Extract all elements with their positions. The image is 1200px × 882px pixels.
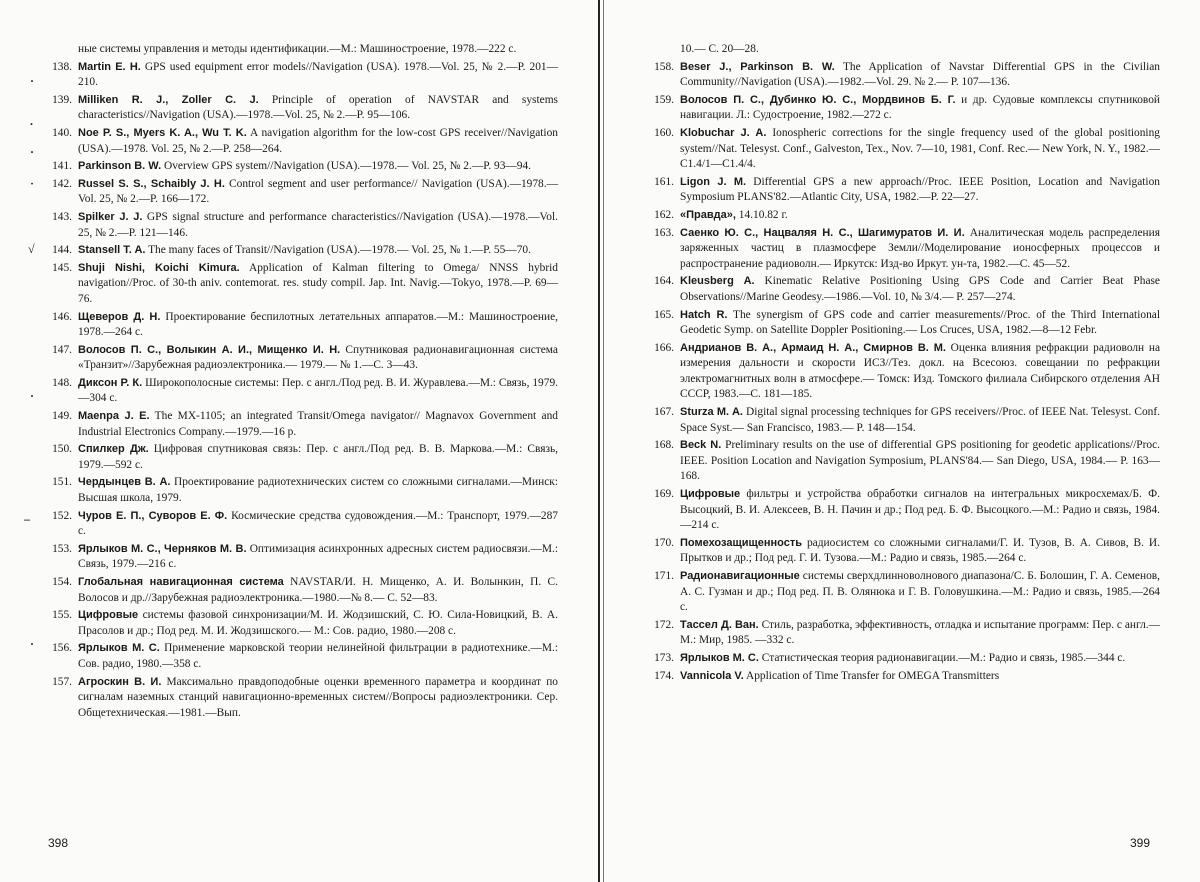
reference-entry bbox=[646, 341, 1160, 403]
reference-text: Аналитическая модель распределения заряженных частиц в плазмосфере Земли//Моделирование ионосферных процессов и распространение радиоволн.— Иркутск: Изд-во Иркут. ун-та, 1982.—С. 45—52. bbox=[680, 227, 1160, 270]
reference-number: 152. bbox=[44, 509, 72, 525]
reference-text: и др. Судовые комплексы спутниковой навигации. Л.: Судостроение, 1982.—272 с. bbox=[680, 94, 1160, 122]
reference-entry bbox=[44, 409, 558, 440]
reference-number: 170. bbox=[646, 536, 674, 552]
reference-number: 164. bbox=[646, 274, 674, 290]
reference-text: Kinematic Relative Positioning Using GPS Code and Carrier Beat Phase Observations//Marine Geodesy.—1986.—Vol. 10, № 3/4.— P. 257—274. bbox=[680, 275, 1160, 303]
reference-number: 141. bbox=[44, 159, 72, 175]
reference-number: 151. bbox=[44, 475, 72, 491]
reference-entry bbox=[44, 575, 558, 606]
reference-authors: Beck N. bbox=[680, 439, 721, 451]
reference-authors: Агроскин В. И. bbox=[78, 676, 161, 688]
page-gutter bbox=[598, 0, 600, 882]
reference-entry bbox=[44, 475, 558, 506]
reference-text: Overview GPS system//Navigation (USA).—1978.— Vol. 25, № 2.—P. 93—94. bbox=[161, 160, 531, 172]
reference-number: 156. bbox=[44, 641, 72, 657]
reference-text: The many faces of Transit//Navigation (USA).—1978.— Vol. 25, № 1.—P. 55—70. bbox=[145, 244, 530, 256]
reference-list bbox=[646, 60, 1160, 685]
reference-text: The MX-1105; an integrated Transit/Omega navigator// Magnavox Government and Industrial Electronics Company.—1979.—16 p. bbox=[78, 410, 558, 438]
reference-entry bbox=[646, 126, 1160, 173]
reference-text: Максимально правдоподобные оценки временного параметра и координат по сигналам наземных станций навигационно-временных систем//Вопросы радиоэлектроники. Сер. Общетехническая.—1981.—Вып. bbox=[78, 676, 558, 719]
reference-number: 145. bbox=[44, 261, 72, 277]
reference-entry bbox=[646, 618, 1160, 649]
reference-authors: Волосов П. С., Волыкин А. И., Мищенко И. Н. bbox=[78, 344, 340, 356]
reference-text: The Application of Navstar Differential GPS in the Civilian Community//Navigation (USA).—1982.—Vol. 29. № 2.— P. 107—136. bbox=[680, 61, 1160, 89]
reference-authors: Beser J., Parkinson B. W. bbox=[680, 61, 835, 73]
reference-number: 171. bbox=[646, 569, 674, 585]
reference-number: 165. bbox=[646, 308, 674, 324]
reference-text: Космические средства судовождения.—М.: Транспорт, 1979.—287 с. bbox=[78, 510, 558, 538]
left-reference-column bbox=[44, 42, 558, 723]
reference-entry bbox=[646, 226, 1160, 273]
reference-authors: Hatch R. bbox=[680, 309, 727, 321]
margin-mark: – bbox=[24, 512, 30, 527]
reference-entry bbox=[44, 376, 558, 407]
reference-authors: Shuji Nishi, Koichi Kimura. bbox=[78, 262, 240, 274]
reference-text: Проектирование беспилотных летательных аппаратов.—М.: Машиностроение, 1978.—264 с. bbox=[78, 311, 558, 339]
margin-mark: ˙ bbox=[30, 180, 34, 195]
page-number: 398 bbox=[48, 836, 68, 850]
reference-entry bbox=[646, 93, 1160, 124]
reference-number: 139. bbox=[44, 93, 72, 109]
reference-entry bbox=[44, 675, 558, 722]
reference-text: Оценка влияния рефракции радиоволн на измерения дальности и скорости ИСЗ//Тез. докл. на Всесоюз. совещании по рефракции электромагнитных волн в атмосфере.— Томск: Изд. Томского филиала Сибирского отделения АН СССР, 1983.—С. 181—185. bbox=[680, 342, 1160, 401]
reference-text: системы фазовой синхронизации/М. И. Жодзишский, С. Ю. Сила-Новицкий, В. А. Прасолов и др.; Под ред. М. И. Жодзишского.— М.: Сов. радио, 1980.—208 с. bbox=[78, 609, 558, 637]
reference-authors: Milliken R. J., Zoller C. J. bbox=[78, 94, 259, 106]
reference-list bbox=[44, 60, 558, 722]
reference-entry bbox=[646, 536, 1160, 567]
reference-authors: Klobuchar J. A. bbox=[680, 127, 766, 139]
left-page bbox=[0, 0, 598, 882]
reference-authors: Диксон Р. К. bbox=[78, 377, 142, 389]
reference-text: Широкополосные системы: Пер. с англ./Под ред. В. И. Журавлева.—М.: Связь, 1979.—304 с. bbox=[78, 377, 558, 405]
reference-number: 174. bbox=[646, 669, 674, 685]
reference-text: Спутниковая радионавигационная система «Транзит»//Зарубежная радиоэлектроника.— 1979.— № 1.—С. 3—43. bbox=[78, 344, 558, 372]
reference-text: Application of Time Transfer for OMEGA Transmitters bbox=[744, 670, 999, 682]
reference-authors: Чердынцев В. А. bbox=[78, 476, 170, 488]
reference-entry bbox=[44, 261, 558, 308]
reference-entry bbox=[646, 274, 1160, 305]
reference-text: Цифровая спутниковая связь: Пер. с англ./Под ред. В. В. Маркова.—М.: Связь, 1979.—592 с. bbox=[78, 443, 558, 471]
reference-authors: Vannicola V. bbox=[680, 670, 744, 682]
reference-number: 155. bbox=[44, 608, 72, 624]
reference-number: 172. bbox=[646, 618, 674, 634]
continuation-text: ные системы управления и методы идентификации.—М.: Машиностроение, 1978.—222 с. bbox=[44, 42, 558, 58]
reference-authors: Чуров Е. П., Суворов Е. Ф. bbox=[78, 510, 227, 522]
reference-authors: Parkinson B. W. bbox=[78, 160, 161, 172]
reference-authors: Саенко Ю. С., Нацваляя Н. С., Шагимуратов И. И. bbox=[680, 227, 965, 239]
margin-mark: · bbox=[30, 145, 34, 160]
reference-number: 143. bbox=[44, 210, 72, 226]
reference-authors: Noe P. S., Myers K. A., Wu T. K. bbox=[78, 127, 247, 139]
reference-authors: Martin E. H. bbox=[78, 61, 141, 73]
reference-entry bbox=[44, 641, 558, 672]
reference-text: 14.10.82 г. bbox=[736, 209, 788, 221]
reference-text: Control segment and user performance// Navigation (USA).—1978.—Vol. 25, № 2.—P. 166—172. bbox=[78, 178, 558, 206]
reference-text: Differential GPS a new approach//Proc. IEEE Position, Location and Navigation Symposium PLANS'82.—Atlantic City, USA, 1982.—P. 22—27. bbox=[680, 176, 1160, 204]
reference-number: 166. bbox=[646, 341, 674, 357]
reference-entry bbox=[44, 60, 558, 91]
reference-entry bbox=[44, 310, 558, 341]
reference-authors: Волосов П. С., Дубинко Ю. С., Мордвинов Б. Г. bbox=[680, 94, 956, 106]
reference-authors: «Правда», bbox=[680, 209, 736, 221]
book-spread bbox=[0, 0, 1200, 882]
margin-mark: · bbox=[30, 389, 34, 404]
reference-entry bbox=[646, 208, 1160, 224]
reference-entry bbox=[44, 608, 558, 639]
reference-text: GPS used equipment error models//Navigation (USA). 1978.—Vol. 25, № 2.—P. 201—210. bbox=[78, 61, 558, 89]
reference-authors: Ярлыков М. С., Черняков М. В. bbox=[78, 543, 247, 555]
reference-entry bbox=[44, 177, 558, 208]
reference-text: системы сверхдлинноволнового диапазона/С. Б. Болошин, Г. А. Семенов, А. С. Гузман и др.; Под ред. П. В. Олянюка и Г. В. Головушкина.—М.: Радио и связь, 1985.—264 с. bbox=[680, 570, 1160, 613]
reference-entry bbox=[646, 60, 1160, 91]
reference-authors: Цифровые bbox=[680, 488, 740, 500]
right-page bbox=[604, 0, 1200, 882]
reference-text: Проектирование радиотехнических систем со сложными сигналами.—Минск: Высшая школа, 1979. bbox=[78, 476, 558, 504]
reference-number: 142. bbox=[44, 177, 72, 193]
reference-number: 157. bbox=[44, 675, 72, 691]
reference-entry bbox=[44, 343, 558, 374]
margin-mark: . bbox=[30, 114, 33, 129]
reference-number: 150. bbox=[44, 442, 72, 458]
reference-text: NAVSTAR/И. Н. Мищенко, А. И. Волынкин, П. С. Волосов и др.//Зарубежная радиоэлектроника.—1980.—№ 8.— С. 52—83. bbox=[78, 576, 558, 604]
reference-authors: Цифровые bbox=[78, 609, 138, 621]
reference-entry bbox=[646, 175, 1160, 206]
reference-entry bbox=[44, 210, 558, 241]
reference-entry bbox=[646, 308, 1160, 339]
reference-text: Оптимизация асинхронных адресных систем радиосвязи.—М.: Связь, 1979.—216 с. bbox=[78, 543, 558, 571]
reference-entry bbox=[646, 438, 1160, 485]
reference-text: радиосистем со сложными сигналами/Г. И. Тузов, В. А. Сивов, В. И. Прытков и др.; Под ред. Г. И. Тузова.—М.: Радио и связь, 1985.—264 с. bbox=[680, 537, 1160, 565]
reference-text: GPS signal structure and performance characteristics//Navigation (USA).—1978.—Vol. 25, № 2.—P. 121—146. bbox=[78, 211, 558, 239]
reference-authors: Stansell T. A. bbox=[78, 244, 145, 256]
reference-number: 138. bbox=[44, 60, 72, 76]
reference-authors: Тассел Д. Ван. bbox=[680, 619, 759, 631]
reference-entry bbox=[44, 243, 558, 259]
reference-text: A navigation algorithm for the low-cost GPS receiver//Navigation (USA).—1978. Vol. 25, № 2.—P. 258—264. bbox=[78, 127, 558, 155]
reference-entry bbox=[646, 569, 1160, 616]
reference-number: 154. bbox=[44, 575, 72, 591]
continuation-text: 10.— С. 20—28. bbox=[646, 42, 1160, 58]
reference-number: 169. bbox=[646, 487, 674, 503]
reference-entry bbox=[44, 509, 558, 540]
reference-authors: Андрианов В. А., Армаид Н. А., Смирнов В. М. bbox=[680, 342, 946, 354]
reference-number: 163. bbox=[646, 226, 674, 242]
reference-entry bbox=[646, 405, 1160, 436]
reference-text: Preliminary results on the use of differential GPS positioning for geodetic applications//Proc. IEEE. Position Location and Navigation Symposium, PLANS'84.— San Diego, USA, 1984.— P. 163—168. bbox=[680, 439, 1160, 482]
reference-authors: Спилкер Дж. bbox=[78, 443, 149, 455]
reference-text: фильтры и устройства обработки сигналов на интегральных микросхемах/Б. Ф. Высоцкий, В. И. Алексеев, В. Н. Пачин и др.; Под ред. Б. Ф. Высоцкого.—М.: Радио и связь, 1984.—214 с. bbox=[680, 488, 1160, 531]
reference-text: Principle of operation of NAVSTAR and systems characteristics//Navigation (USA).—1978.—Vol. 25, № 2.—P. 95—106. bbox=[78, 94, 558, 122]
reference-entry bbox=[646, 669, 1160, 685]
margin-mark: · bbox=[30, 637, 34, 652]
reference-text: Статистическая теория радионавигации.—М.: Радио и связь, 1985.—344 с. bbox=[759, 652, 1125, 664]
reference-authors: Spilker J. J. bbox=[78, 211, 142, 223]
reference-authors: Помехозащищенность bbox=[680, 537, 802, 549]
reference-number: 167. bbox=[646, 405, 674, 421]
reference-authors: Щеверов Д. Н. bbox=[78, 311, 160, 323]
reference-entry bbox=[44, 126, 558, 157]
reference-entry bbox=[646, 651, 1160, 667]
reference-number: 161. bbox=[646, 175, 674, 191]
reference-authors: Maenpa J. E. bbox=[78, 410, 150, 422]
reference-number: 144. bbox=[44, 243, 72, 259]
reference-text: Digital signal processing techniques for GPS receivers//Proc. of IEEE Nat. Telesyst. Conf. Space Syst.— San Francisco, 1983.— P. 148—154. bbox=[680, 406, 1160, 434]
reference-authors: Ярлыков М. С. bbox=[680, 652, 759, 664]
reference-entry bbox=[44, 159, 558, 175]
reference-number: 140. bbox=[44, 126, 72, 142]
reference-number: 148. bbox=[44, 376, 72, 392]
reference-authors: Kleusberg A. bbox=[680, 275, 755, 287]
reference-authors: Ligon J. M. bbox=[680, 176, 746, 188]
reference-entry bbox=[44, 542, 558, 573]
reference-text: Применение марковской теории нелинейной фильтрации в радиотехнике.—М.: Сов. радио, 1980.—358 с. bbox=[78, 642, 558, 670]
reference-number: 149. bbox=[44, 409, 72, 425]
reference-authors: Sturza M. A. bbox=[680, 406, 743, 418]
reference-entry bbox=[646, 487, 1160, 534]
reference-text: The synergism of GPS code and carrier measurements//Proc. of the Third International Geodetic Symp. on Satellite Doppler Positioning.— Los Cruces, USA, 1982.—8—12 Febr. bbox=[680, 309, 1160, 337]
page-number: 399 bbox=[1130, 836, 1150, 850]
margin-mark: · bbox=[30, 74, 34, 89]
reference-authors: Радионавигационные bbox=[680, 570, 800, 582]
reference-number: 147. bbox=[44, 343, 72, 359]
reference-number: 159. bbox=[646, 93, 674, 109]
reference-authors: Russel S. S., Schaibly J. H. bbox=[78, 178, 225, 190]
reference-text: Ionospheric corrections for the single frequency used of the global positioning system//Nat. Telesyst. Conf., Galveston, Tex., Nov. 7—10, 1981, Conf. Rec.— New York, N. Y., 1982.—C1.4/1—C1.4/4. bbox=[680, 127, 1160, 170]
reference-text: Стиль, разработка, эффективность, отладка и испытание программ: Пер. с англ.—М.: Мир, 1985. —332 с. bbox=[680, 619, 1160, 647]
reference-entry bbox=[44, 93, 558, 124]
reference-authors: Глобальная навигационная система bbox=[78, 576, 284, 588]
reference-number: 158. bbox=[646, 60, 674, 76]
reference-number: 153. bbox=[44, 542, 72, 558]
reference-authors: Ярлыков М. С. bbox=[78, 642, 160, 654]
margin-mark: √ bbox=[28, 242, 35, 257]
reference-entry bbox=[44, 442, 558, 473]
right-reference-column bbox=[646, 42, 1160, 686]
reference-number: 162. bbox=[646, 208, 674, 224]
reference-number: 173. bbox=[646, 651, 674, 667]
reference-number: 168. bbox=[646, 438, 674, 454]
reference-text: Application of Kalman filtering to Omega/ NNSS hybrid navigation//Proc. of 30-th aniv. contemorat. res. study compil. Jap. Int. Navig.—Tokyo, 1978.—P. 69—76. bbox=[78, 262, 558, 305]
reference-number: 160. bbox=[646, 126, 674, 142]
reference-number: 146. bbox=[44, 310, 72, 326]
